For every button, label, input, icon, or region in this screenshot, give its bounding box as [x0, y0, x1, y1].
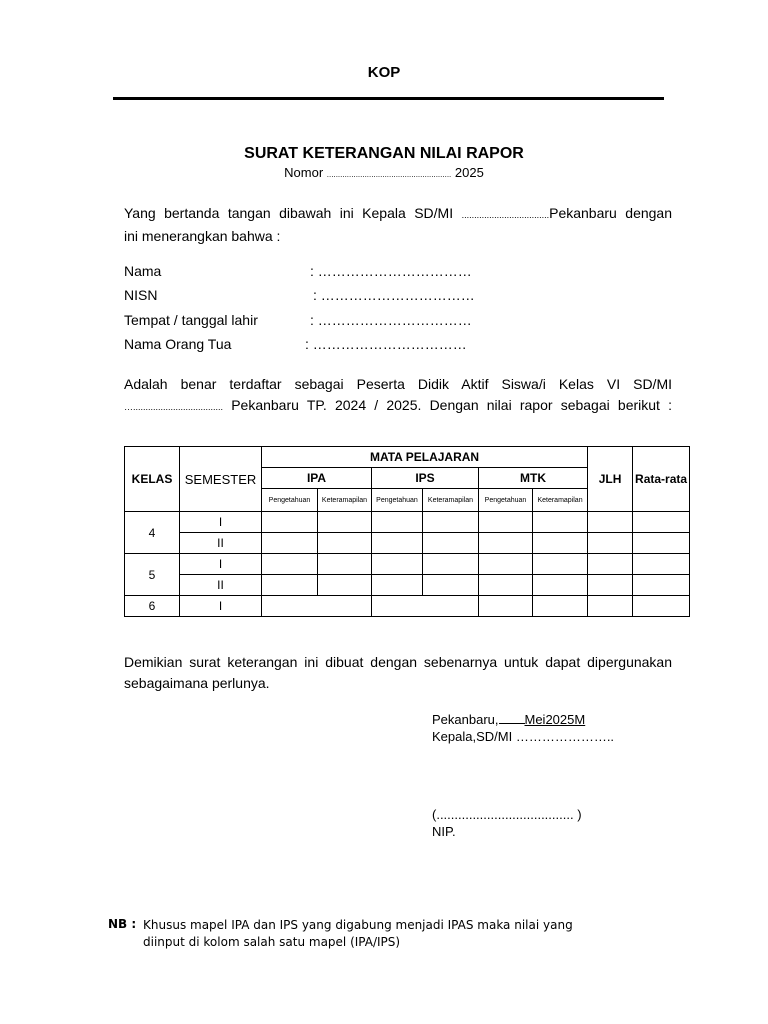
jlh-cell — [588, 596, 633, 617]
field-label-nama: Nama — [124, 263, 162, 279]
statement-line-1: Adalah benar terdaftar sebagai Peserta Didik Aktif Siswa/i Kelas VI SD/MI — [124, 376, 672, 392]
signature-name-placeholder: (...................................... ) — [432, 807, 582, 822]
grade-cell — [479, 533, 533, 554]
subheader-pengetahuan: Pengetahuan — [372, 489, 423, 512]
grade-cell — [262, 533, 318, 554]
semester-cell: II — [180, 533, 262, 554]
signature-nip: NIP. — [432, 824, 456, 839]
field-value-orang-tua: : …………………………… — [305, 336, 467, 352]
jlh-cell — [588, 575, 633, 596]
field-value-nama: : …………………………… — [310, 263, 472, 279]
field-value-ttl: : …………………………… — [310, 312, 472, 328]
header-subject-mtk: MTK — [479, 468, 588, 489]
semester-cell: II — [180, 575, 262, 596]
field-label-ttl: Tempat / tanggal lahir — [124, 312, 258, 328]
nomor-year: 2025 — [451, 165, 484, 180]
subheader-keterampilan: Keteramapilan — [533, 489, 588, 512]
document-title: SURAT KETERANGAN NILAI RAPOR — [244, 145, 524, 162]
header-rata-rata: Rata-rata — [633, 447, 690, 512]
field-label-nisn: NISN — [124, 287, 158, 303]
intro-dots: ................................... — [461, 210, 550, 220]
signature-place-date — [432, 712, 585, 727]
field-label-orang-tua: Nama Orang Tua — [124, 336, 232, 352]
grade-cell-merged — [372, 596, 479, 617]
note-text: Khusus mapel IPA dan IPS yang digabung menjadi IPAS maka nilai yang diinput di kolom salah satu mapel (IPA/IPS) — [143, 918, 573, 949]
note-label: NB : — [108, 917, 137, 931]
header-subject-ipa: IPA — [262, 468, 372, 489]
grade-cell — [479, 512, 533, 533]
grades-table — [124, 446, 690, 617]
signature-position: Kepala,SD/MI ………………….. — [432, 729, 615, 744]
signature-date: Mei2025M — [524, 712, 586, 727]
kelas-cell: 6 — [125, 596, 180, 617]
intro-paragraph — [124, 203, 672, 247]
rata-cell — [633, 512, 690, 533]
grade-cell — [533, 596, 588, 617]
closing-line-2: sebagaimana perlunya. — [124, 675, 270, 691]
grade-cell — [318, 533, 372, 554]
grade-cell — [372, 554, 423, 575]
statement-paragraph — [124, 374, 672, 418]
intro-line-1 — [124, 203, 672, 226]
kelas-cell: 5 — [125, 554, 180, 596]
rata-cell — [633, 596, 690, 617]
grade-cell — [372, 512, 423, 533]
grade-cell — [423, 554, 479, 575]
grade-cell — [318, 512, 372, 533]
subheader-keterampilan: Keteramapilan — [423, 489, 479, 512]
statement-line-2 — [124, 395, 672, 418]
kop-header: KOP — [367, 64, 401, 81]
rata-cell — [633, 554, 690, 575]
grade-cell — [423, 533, 479, 554]
grade-cell — [372, 575, 423, 596]
jlh-cell — [588, 554, 633, 575]
nomor-dots: ........................................................ — [326, 170, 452, 179]
rata-cell — [633, 575, 690, 596]
field-value-nisn: : …………………………… — [313, 287, 475, 303]
kelas-cell: 4 — [125, 512, 180, 554]
grade-cell — [479, 596, 533, 617]
header-jlh: JLH — [588, 447, 633, 512]
grade-cell — [423, 575, 479, 596]
grade-cell — [423, 512, 479, 533]
grade-cell — [479, 575, 533, 596]
grade-cell — [262, 512, 318, 533]
grade-cell — [262, 554, 318, 575]
grade-cell — [318, 575, 372, 596]
semester-cell: I — [180, 512, 262, 533]
document-number — [0, 165, 768, 180]
grade-cell — [262, 575, 318, 596]
header-divider — [113, 97, 664, 100]
grade-cell — [533, 512, 588, 533]
jlh-cell — [588, 512, 633, 533]
header-semester: SEMESTER — [180, 447, 262, 512]
rata-cell — [633, 533, 690, 554]
closing-paragraph — [124, 652, 672, 694]
header-kelas: KELAS — [125, 447, 180, 512]
grade-cell — [479, 554, 533, 575]
semester-cell: I — [180, 554, 262, 575]
grade-cell — [533, 554, 588, 575]
nomor-label: Nomor — [284, 165, 327, 180]
intro-text-b: Pekanbaru dengan — [549, 205, 672, 221]
header-mata-pelajaran: MATA PELAJARAN — [262, 447, 588, 468]
date-blank — [499, 723, 525, 724]
statement-text: Pekanbaru TP. 2024 / 2025. Dengan nilai rapor sebagai berikut : — [223, 397, 672, 413]
subheader-keterampilan: Keteramapilan — [318, 489, 372, 512]
grade-cell-merged — [262, 596, 372, 617]
subheader-pengetahuan: Pengetahuan — [479, 489, 533, 512]
intro-text-a: Yang bertanda tangan dibawah ini Kepala SD/MI — [124, 205, 462, 221]
signature-place: Pekanbaru, — [432, 712, 499, 727]
grade-cell — [533, 533, 588, 554]
statement-dots: ….................................... — [124, 402, 224, 412]
closing-line-1: Demikian surat keterangan ini dibuat dengan sebenarnya untuk dapat dipergunakan — [124, 654, 672, 670]
grade-cell — [372, 533, 423, 554]
jlh-cell — [588, 533, 633, 554]
grade-cell — [533, 575, 588, 596]
header-subject-ips: IPS — [372, 468, 479, 489]
intro-line-2: ini menerangkan bahwa : — [124, 228, 281, 244]
grade-cell — [318, 554, 372, 575]
semester-cell: I — [180, 596, 262, 617]
subheader-pengetahuan: Pengetahuan — [262, 489, 318, 512]
